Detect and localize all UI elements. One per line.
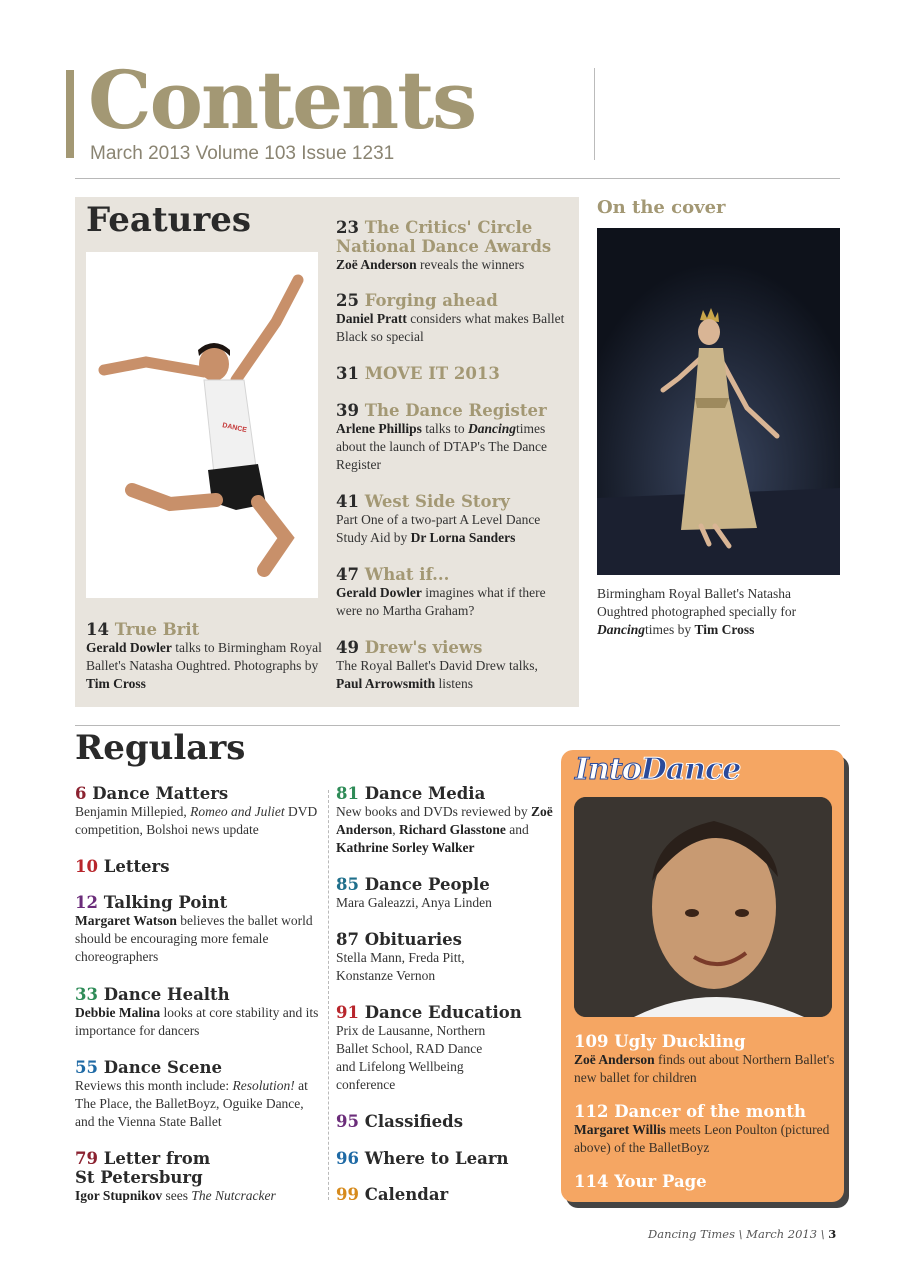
regular-item-99[interactable] <box>336 1185 558 1204</box>
features-heading: Features <box>86 200 252 240</box>
into-number: 109 <box>574 1032 609 1051</box>
regular-title: Dance Media <box>364 784 486 803</box>
regular-desc: Benjamin Millepied, <box>75 804 191 819</box>
feature-number: 47 <box>336 565 359 584</box>
caption-text-cont: times by <box>645 622 695 637</box>
regular-item-85[interactable] <box>336 875 558 912</box>
author: Debbie Malina <box>75 1005 161 1020</box>
regular-title: Dance Scene <box>103 1058 222 1077</box>
regular-item-91[interactable] <box>336 1003 526 1094</box>
regular-item-12[interactable] <box>75 893 320 966</box>
regular-number: 12 <box>75 893 98 912</box>
regular-desc: looks at core stability and its importance for dancers <box>75 1005 319 1038</box>
regular-number: 6 <box>75 784 87 803</box>
cover-photo <box>597 228 840 575</box>
photographer: Tim Cross <box>694 622 755 637</box>
feature-desc: reveals the winners <box>416 257 525 272</box>
regular-number: 87 <box>336 930 359 949</box>
magazine-name: Dancing <box>468 421 517 436</box>
feature-desc-cont: times about the launch of DTAP's The Dance Register <box>336 421 548 472</box>
regular-item-79-desc <box>75 1187 320 1205</box>
author: Igor Stupnikov <box>75 1188 163 1203</box>
feature-photo-dancer <box>86 252 318 598</box>
regular-title: Obituaries <box>364 930 462 949</box>
regular-number: 85 <box>336 875 359 894</box>
feature-item-47[interactable] <box>336 565 566 620</box>
into-desc: finds out about Northern Ballet's new ballet for children <box>574 1052 835 1085</box>
cover-heading: On the cover <box>597 197 726 218</box>
regular-number: 10 <box>75 857 98 876</box>
feature-item-41[interactable] <box>336 492 566 547</box>
author: Zoë Anderson <box>574 1052 655 1067</box>
author: Margaret Willis <box>574 1122 666 1137</box>
regular-item-55[interactable] <box>75 1058 320 1131</box>
regular-emph: Romeo and Juliet <box>190 804 285 819</box>
issue-line: March 2013 Volume 103 Issue 1231 <box>90 143 395 164</box>
regular-item-10[interactable] <box>75 857 320 876</box>
feature-number: 49 <box>336 638 359 657</box>
into-number: 114 <box>574 1172 609 1191</box>
into-number: 112 <box>574 1102 609 1121</box>
regular-item-6[interactable] <box>75 784 320 839</box>
regular-item-96[interactable] <box>336 1149 558 1168</box>
feature-desc: talks to Birmingham Royal Ballet's Natasha Oughtred. Photographs by <box>86 640 322 673</box>
feature-item-31[interactable] <box>336 364 566 383</box>
regular-desc: Prix de Lausanne, Northern Ballet School, RAD Dance and Lifelong Wellbeing conference <box>336 1023 486 1092</box>
caption-text: Birmingham Royal Ballet's Natasha Oughtred photographed specially for <box>597 586 797 619</box>
regular-number: 96 <box>336 1149 359 1168</box>
feature-desc: considers what makes Ballet Black so special <box>336 311 565 344</box>
dancer-portrait <box>574 797 832 1017</box>
regular-number: 33 <box>75 985 98 1004</box>
feature-title: The Dance Register <box>364 401 547 420</box>
cover-caption <box>597 585 842 639</box>
regular-title: Talking Point <box>103 893 228 912</box>
regular-title: Letters <box>103 857 170 876</box>
regular-item-79[interactable] <box>75 1149 235 1187</box>
regular-number: 81 <box>336 784 359 803</box>
feature-item-25[interactable] <box>336 291 566 346</box>
author: Dr Lorna Sanders <box>410 530 516 545</box>
regular-title: Calendar <box>364 1185 449 1204</box>
into-title: Your Page <box>614 1172 707 1191</box>
feature-desc: The Royal Ballet's David Drew talks, <box>336 658 538 673</box>
regular-desc: Reviews this month include: <box>75 1078 233 1093</box>
feature-desc-cont: listens <box>435 676 474 691</box>
feature-desc: imagines what if there were no Martha Graham? <box>336 585 546 618</box>
dancer-illustration <box>86 252 318 598</box>
feature-title: MOVE IT 2013 <box>364 364 500 383</box>
regular-title: Dance Matters <box>92 784 229 803</box>
regular-number: 99 <box>336 1185 359 1204</box>
regular-item-81[interactable] <box>336 784 558 857</box>
into-title: Ugly Duckling <box>614 1032 746 1051</box>
into-item-114[interactable] <box>574 1172 836 1191</box>
regular-desc: Mara Galeazzi, Anya Linden <box>336 895 492 910</box>
feature-title: True Brit <box>114 620 200 639</box>
into-desc: meets Leon Poulton (pictured above) of the BalletBoyz <box>574 1122 830 1155</box>
regulars-heading: Regulars <box>75 728 246 768</box>
page-footer <box>648 1227 836 1241</box>
author: Kathrine Sorley Walker <box>336 840 475 855</box>
regular-title: Dance People <box>364 875 490 894</box>
author: Daniel Pratt <box>336 311 407 326</box>
top-rule <box>75 178 840 179</box>
logo-into: Into <box>575 752 641 787</box>
mid-rule <box>75 725 840 726</box>
into-item-112[interactable] <box>574 1102 836 1157</box>
feature-desc: Part One of a two-part A Level Dance Study Aid by <box>336 512 541 545</box>
author: Richard Glasstone <box>399 822 506 837</box>
regular-number: 91 <box>336 1003 359 1022</box>
feature-item-23[interactable] <box>336 218 566 274</box>
header-divider <box>594 68 595 160</box>
regular-desc: believes the ballet world should be encouraging more female choreographers <box>75 913 313 964</box>
regular-title: Dance Health <box>103 985 230 1004</box>
logo-dance: Dance <box>640 752 741 787</box>
svg-text:DANCE: DANCE <box>221 422 248 435</box>
regular-item-33[interactable] <box>75 985 320 1040</box>
feature-number: 41 <box>336 492 359 511</box>
regular-desc: New books and DVDs reviewed by <box>336 804 531 819</box>
regular-desc: sees <box>162 1188 192 1203</box>
feature-title: What if... <box>364 565 450 584</box>
page-title: Contents <box>88 53 476 147</box>
ballerina-illustration <box>597 228 840 575</box>
feature-number: 31 <box>336 364 359 383</box>
into-dance-logo <box>575 752 740 787</box>
regular-number: 55 <box>75 1058 98 1077</box>
feature-number: 25 <box>336 291 359 310</box>
author: Gerald Dowler <box>86 640 172 655</box>
feature-title: Drew's views <box>364 638 483 657</box>
feature-item-39[interactable] <box>336 401 566 474</box>
footer-text: Dancing Times \ March 2013 \ <box>648 1227 825 1241</box>
regular-number: 79 <box>75 1149 98 1168</box>
author: Gerald Dowler <box>336 585 422 600</box>
feature-item-14[interactable] <box>86 620 326 693</box>
photographer: Tim Cross <box>86 676 146 691</box>
regular-desc-cont: DVD competition, Bolshoi news update <box>75 804 318 837</box>
regular-title: Letter from St Petersburg <box>75 1149 211 1187</box>
feature-item-49[interactable] <box>336 638 566 693</box>
regular-title: Dance Education <box>364 1003 522 1022</box>
separator: , <box>392 822 400 837</box>
header-accent-bar <box>66 70 74 158</box>
regular-emph: Resolution! <box>232 1078 295 1093</box>
author: Paul Arrowsmith <box>336 676 436 691</box>
regular-desc-cont: at The Place, the BalletBoyz, Oguike Dance, and the Vienna State Ballet <box>75 1078 308 1129</box>
author: Arlene Phillips <box>336 421 422 436</box>
feature-desc: talks to <box>421 421 469 436</box>
column-divider <box>328 790 329 1200</box>
portrait-illustration <box>574 797 832 1017</box>
regular-item-95[interactable] <box>336 1112 558 1131</box>
feature-title: The Critics' Circle National Dance Awards <box>336 218 552 256</box>
regular-item-87[interactable] <box>336 930 486 985</box>
feature-title: West Side Story <box>364 492 510 511</box>
magazine-name: Dancing <box>597 622 646 637</box>
regular-title: Where to Learn <box>364 1149 509 1168</box>
page-number: 3 <box>828 1227 837 1241</box>
feature-title: Forging ahead <box>364 291 498 310</box>
feature-number: 14 <box>86 620 109 639</box>
feature-number: 39 <box>336 401 359 420</box>
separator: and <box>505 822 529 837</box>
feature-number: 23 <box>336 218 359 237</box>
author: Zoë Anderson <box>336 804 553 837</box>
author: Margaret Watson <box>75 913 177 928</box>
regular-emph: The Nutcracker <box>191 1188 276 1203</box>
into-item-109[interactable] <box>574 1032 836 1087</box>
regular-title: Classifieds <box>364 1112 463 1131</box>
regular-number: 95 <box>336 1112 359 1131</box>
author: Zoë Anderson <box>336 257 417 272</box>
into-title: Dancer of the month <box>614 1102 806 1121</box>
regular-desc: Stella Mann, Freda Pitt, Konstanze Vernon <box>336 950 465 983</box>
